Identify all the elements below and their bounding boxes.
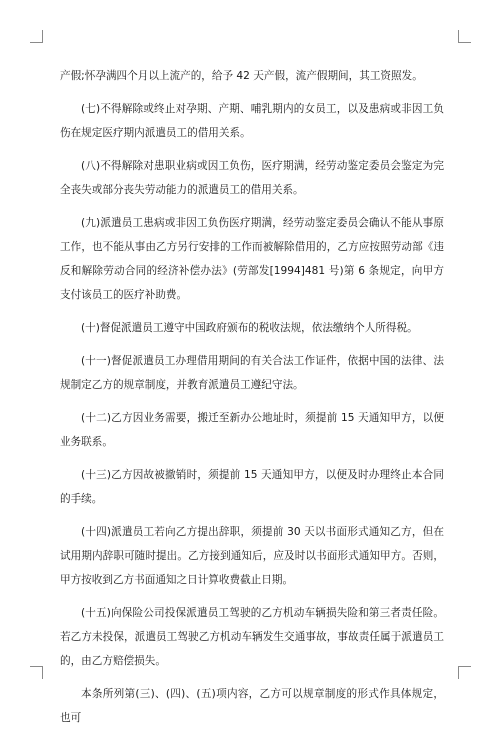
crop-mark-bottom-left — [30, 666, 43, 679]
paragraph-clause-12: (十二)乙方因业务需要，搬迁至新办公地址时，须提前 15 天通知甲方，以便业务联系。 — [60, 412, 444, 448]
paragraph-maternity-leave: 产假;怀孕满四个月以上流产的，给予 42 天产假，流产假期间，其工资照发。 — [60, 70, 423, 82]
paragraph-clause-13: (十三)乙方因故被撤销时，须提前 15 天通知甲方，以便及时办理终止本合同的手续。 — [60, 469, 444, 505]
paragraph-clause-11: (十一)督促派遣员工办理借用期间的有关合法工作证件，依据中国的法律、法规制定乙方的规章制度，并教育派遣员工遵纪守法。 — [60, 355, 444, 391]
crop-mark-bottom-right — [458, 666, 471, 679]
document-body — [60, 64, 444, 739]
paragraph-clause-14: (十四)派遣员工若向乙方提出辞职，须提前 30 天以书面形式通知乙方，但在试用期内辞职可随时提出。乙方接到通知后，应及时以书面形式通知甲方。否则，甲方按收到乙方书面通知之日计算收费截止日期。 — [60, 526, 444, 586]
paragraph-clause-15: (十五)向保险公司投保派遣员工驾驶的乙方机动车辆损失险和第三者责任险。若乙方未投保，派遣员工驾驶乙方机动车辆发生交通事故，事故责任属于派遣员工的，由乙方赔偿损失。 — [60, 607, 444, 667]
paragraph-clause-8: (八)不得解除对患职业病或因工负伤，医疗期满，经劳动鉴定委员会鉴定为完全丧失或部分丧失劳动能力的派遣员工的借用关系。 — [60, 160, 444, 196]
paragraph-closing-note: 本条所列第(三)、(四)、(五)项内容，乙方可以规章制度的形式作具体规定，也可 — [60, 688, 444, 724]
paragraph-clause-7: (七)不得解除或终止对孕期、产期、哺乳期内的女员工，以及患病或非因工负伤在规定医疗期内派遣员工的借用关系。 — [60, 103, 444, 139]
crop-mark-top-left — [30, 30, 43, 43]
crop-mark-top-right — [458, 30, 471, 43]
paragraph-clause-9: (九)派遣员工患病或非因工负伤医疗期满，经劳动鉴定委员会确认不能从事原工作，也不能从事由乙方另行安排的工作而被解除借用的，乙方应按照劳动部《违反和解除劳动合同的经济补偿办法》(劳部发[1994]481 号)第 6 条规定，向甲方支付该员工的医疗补助费。 — [60, 217, 444, 301]
paragraph-clause-10: (十)督促派遣员工遵守中国政府颁布的税收法规，依法缴纳个人所得税。 — [81, 322, 418, 334]
